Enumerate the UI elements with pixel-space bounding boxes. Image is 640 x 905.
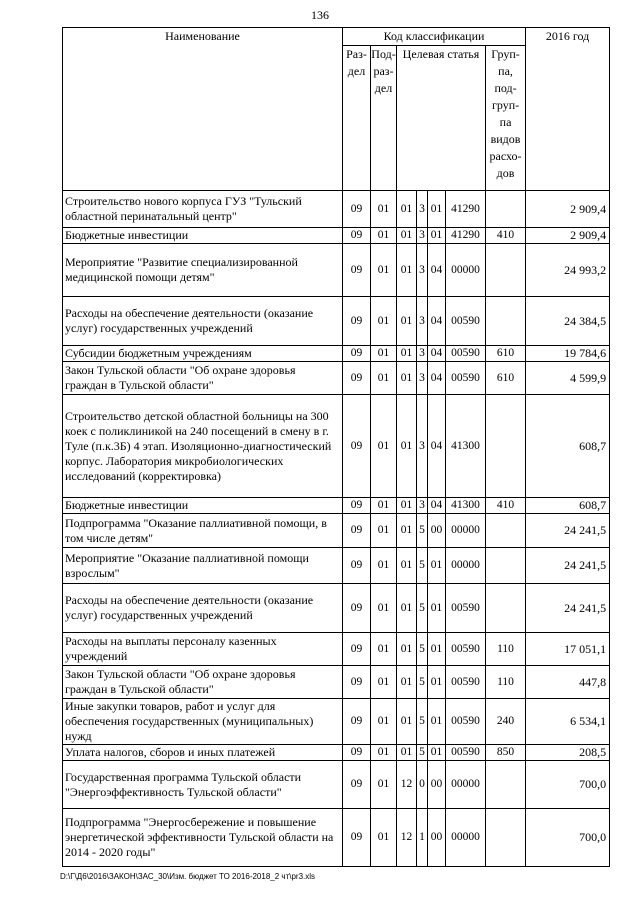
expense-group-cell xyxy=(486,584,526,633)
program-code-cell: 01 xyxy=(397,244,417,297)
subsection-code-cell: 01 xyxy=(371,548,397,584)
table-row xyxy=(63,297,610,346)
subprogram-code-cell: 3 xyxy=(417,362,428,395)
section-code-cell: 09 xyxy=(343,297,371,346)
header-expense-group: Груп- па, под- груп- па видов расхо- дов xyxy=(486,46,526,191)
activity-code-cell: 01 xyxy=(428,584,446,633)
row-name-cell: Иные закупки товаров, работ и услуг для обеспечения государственных (муниципальных) нужд xyxy=(63,699,343,745)
amount-cell: 24 241,5 xyxy=(526,584,610,633)
program-code-cell: 12 xyxy=(397,809,417,867)
subsection-code-cell: 01 xyxy=(371,191,397,228)
activity-code-cell: 00 xyxy=(428,514,446,548)
expense-group-cell: 610 xyxy=(486,346,526,362)
expense-group-cell xyxy=(486,809,526,867)
amount-cell: 4 599,9 xyxy=(526,362,610,395)
subprogram-code-cell: 5 xyxy=(417,699,428,745)
subsection-code-cell: 01 xyxy=(371,498,397,514)
section-code-cell: 09 xyxy=(343,244,371,297)
row-name-cell: Бюджетные инвестиции xyxy=(63,498,343,514)
table-row xyxy=(63,498,610,514)
program-code-cell: 01 xyxy=(397,191,417,228)
row-name-cell: Закон Тульской области "Об охране здоровья граждан в Тульской области" xyxy=(63,666,343,699)
expense-group-cell xyxy=(486,191,526,228)
section-code-cell: 09 xyxy=(343,809,371,867)
header-name: Наименование xyxy=(63,28,343,191)
section-code-cell: 09 xyxy=(343,548,371,584)
expense-group-cell xyxy=(486,548,526,584)
table-row xyxy=(63,244,610,297)
subsection-code-cell: 01 xyxy=(371,809,397,867)
direction-code-cell: 00000 xyxy=(446,548,486,584)
direction-code-cell: 00590 xyxy=(446,584,486,633)
header-subsection: Под- раз- дел xyxy=(371,46,397,191)
activity-code-cell: 00 xyxy=(428,761,446,809)
subsection-code-cell: 01 xyxy=(371,666,397,699)
expense-group-cell xyxy=(486,244,526,297)
program-code-cell: 01 xyxy=(397,584,417,633)
amount-cell: 19 784,6 xyxy=(526,346,610,362)
program-code-cell: 01 xyxy=(397,346,417,362)
expense-group-cell: 850 xyxy=(486,745,526,761)
direction-code-cell: 00000 xyxy=(446,514,486,548)
table-row xyxy=(63,666,610,699)
row-name-cell: Бюджетные инвестиции xyxy=(63,228,343,244)
expense-group-cell xyxy=(486,761,526,809)
table-row xyxy=(63,228,610,244)
amount-cell: 447,8 xyxy=(526,666,610,699)
expense-group-cell: 110 xyxy=(486,633,526,666)
direction-code-cell: 00590 xyxy=(446,362,486,395)
amount-cell: 24 241,5 xyxy=(526,514,610,548)
activity-code-cell: 01 xyxy=(428,228,446,244)
header-year: 2016 год xyxy=(526,28,610,191)
subprogram-code-cell: 3 xyxy=(417,297,428,346)
activity-code-cell: 00 xyxy=(428,809,446,867)
activity-code-cell: 04 xyxy=(428,346,446,362)
subprogram-code-cell: 5 xyxy=(417,584,428,633)
section-code-cell: 09 xyxy=(343,666,371,699)
amount-cell: 6 534,1 xyxy=(526,699,610,745)
subprogram-code-cell: 3 xyxy=(417,395,428,498)
activity-code-cell: 01 xyxy=(428,633,446,666)
subprogram-code-cell: 3 xyxy=(417,191,428,228)
file-path-footer: D:\Г\Д6\2016\ЗАКОН\ЗАС_30\Изм. бюджет ТО 2016-2018_2 чт\pr3.xls xyxy=(60,872,316,881)
amount-cell: 700,0 xyxy=(526,761,610,809)
direction-code-cell: 00000 xyxy=(446,761,486,809)
subprogram-code-cell: 0 xyxy=(417,761,428,809)
direction-code-cell: 41290 xyxy=(446,228,486,244)
activity-code-cell: 04 xyxy=(428,244,446,297)
subsection-code-cell: 01 xyxy=(371,514,397,548)
row-name-cell: Государственная программа Тульской области "Энергоэффективность Тульской области" xyxy=(63,761,343,809)
subprogram-code-cell: 5 xyxy=(417,666,428,699)
subprogram-code-cell: 5 xyxy=(417,514,428,548)
program-code-cell: 01 xyxy=(397,362,417,395)
direction-code-cell: 00590 xyxy=(446,297,486,346)
subprogram-code-cell: 3 xyxy=(417,346,428,362)
table-row xyxy=(63,346,610,362)
row-name-cell: Уплата налогов, сборов и иных платежей xyxy=(63,745,343,761)
program-code-cell: 12 xyxy=(397,761,417,809)
subprogram-code-cell: 5 xyxy=(417,548,428,584)
subsection-code-cell: 01 xyxy=(371,745,397,761)
section-code-cell: 09 xyxy=(343,395,371,498)
table-row xyxy=(63,745,610,761)
table-row xyxy=(63,191,610,228)
expense-group-cell: 110 xyxy=(486,666,526,699)
subsection-code-cell: 01 xyxy=(371,761,397,809)
row-name-cell: Субсидии бюджетным учреждениям xyxy=(63,346,343,362)
expense-group-cell xyxy=(486,297,526,346)
direction-code-cell: 41290 xyxy=(446,191,486,228)
direction-code-cell: 00590 xyxy=(446,699,486,745)
table-row xyxy=(63,761,610,809)
subsection-code-cell: 01 xyxy=(371,346,397,362)
subsection-code-cell: 01 xyxy=(371,584,397,633)
expense-group-cell xyxy=(486,395,526,498)
section-code-cell: 09 xyxy=(343,498,371,514)
direction-code-cell: 41300 xyxy=(446,395,486,498)
amount-cell: 24 241,5 xyxy=(526,548,610,584)
program-code-cell: 01 xyxy=(397,666,417,699)
row-name-cell: Закон Тульской области "Об охране здоровья граждан в Тульской области" xyxy=(63,362,343,395)
subsection-code-cell: 01 xyxy=(371,633,397,666)
row-name-cell: Мероприятие "Оказание паллиативной помощи взрослым" xyxy=(63,548,343,584)
program-code-cell: 01 xyxy=(397,514,417,548)
amount-cell: 700,0 xyxy=(526,809,610,867)
section-code-cell: 09 xyxy=(343,745,371,761)
subsection-code-cell: 01 xyxy=(371,362,397,395)
activity-code-cell: 04 xyxy=(428,362,446,395)
activity-code-cell: 04 xyxy=(428,297,446,346)
table-row xyxy=(63,809,610,867)
budget-table xyxy=(62,27,610,867)
header-section: Раз- дел xyxy=(343,46,371,191)
subprogram-code-cell: 5 xyxy=(417,745,428,761)
section-code-cell: 09 xyxy=(343,362,371,395)
subprogram-code-cell: 3 xyxy=(417,498,428,514)
expense-group-cell xyxy=(486,514,526,548)
activity-code-cell: 01 xyxy=(428,745,446,761)
activity-code-cell: 01 xyxy=(428,191,446,228)
expense-group-cell: 410 xyxy=(486,498,526,514)
page-number: 136 xyxy=(311,8,329,22)
row-name-cell: Подпрограмма "Энергосбережение и повышение энергетической эффективности Тульской области на 2014 - 2020 годы" xyxy=(63,809,343,867)
program-code-cell: 01 xyxy=(397,548,417,584)
subsection-code-cell: 01 xyxy=(371,395,397,498)
section-code-cell: 09 xyxy=(343,699,371,745)
subsection-code-cell: 01 xyxy=(371,228,397,244)
section-code-cell: 09 xyxy=(343,514,371,548)
table-row xyxy=(63,633,610,666)
section-code-cell: 09 xyxy=(343,761,371,809)
section-code-cell: 09 xyxy=(343,633,371,666)
expense-group-cell: 240 xyxy=(486,699,526,745)
direction-code-cell: 41300 xyxy=(446,498,486,514)
subsection-code-cell: 01 xyxy=(371,297,397,346)
subprogram-code-cell: 5 xyxy=(417,633,428,666)
row-name-cell: Мероприятие "Развитие специализированной медицинской помощи детям" xyxy=(63,244,343,297)
program-code-cell: 01 xyxy=(397,498,417,514)
subprogram-code-cell: 3 xyxy=(417,228,428,244)
amount-cell: 208,5 xyxy=(526,745,610,761)
section-code-cell: 09 xyxy=(343,346,371,362)
header-classification: Код классификации xyxy=(343,28,526,46)
section-code-cell: 09 xyxy=(343,191,371,228)
activity-code-cell: 01 xyxy=(428,548,446,584)
direction-code-cell: 00000 xyxy=(446,809,486,867)
table-row xyxy=(63,395,610,498)
amount-cell: 24 993,2 xyxy=(526,244,610,297)
activity-code-cell: 01 xyxy=(428,666,446,699)
activity-code-cell: 04 xyxy=(428,498,446,514)
table-row xyxy=(63,548,610,584)
table-row xyxy=(63,584,610,633)
amount-cell: 17 051,1 xyxy=(526,633,610,666)
table-row xyxy=(63,362,610,395)
row-name-cell: Строительство нового корпуса ГУЗ "Тульский областной перинатальный центр" xyxy=(63,191,343,228)
subprogram-code-cell: 1 xyxy=(417,809,428,867)
direction-code-cell: 00590 xyxy=(446,666,486,699)
direction-code-cell: 00590 xyxy=(446,745,486,761)
amount-cell: 608,7 xyxy=(526,498,610,514)
subsection-code-cell: 01 xyxy=(371,699,397,745)
row-name-cell: Расходы на выплаты персоналу казенных учреждений xyxy=(63,633,343,666)
program-code-cell: 01 xyxy=(397,297,417,346)
amount-cell: 608,7 xyxy=(526,395,610,498)
program-code-cell: 01 xyxy=(397,699,417,745)
direction-code-cell: 00000 xyxy=(446,244,486,297)
row-name-cell: Расходы на обеспечение деятельности (оказание услуг) государственных учреждений xyxy=(63,297,343,346)
activity-code-cell: 01 xyxy=(428,699,446,745)
section-code-cell: 09 xyxy=(343,228,371,244)
subprogram-code-cell: 3 xyxy=(417,244,428,297)
table-row xyxy=(63,514,610,548)
expense-group-cell: 410 xyxy=(486,228,526,244)
row-name-cell: Расходы на обеспечение деятельности (оказание услуг) государственных учреждений xyxy=(63,584,343,633)
direction-code-cell: 00590 xyxy=(446,346,486,362)
amount-cell: 2 909,4 xyxy=(526,191,610,228)
program-code-cell: 01 xyxy=(397,633,417,666)
program-code-cell: 01 xyxy=(397,228,417,244)
amount-cell: 24 384,5 xyxy=(526,297,610,346)
activity-code-cell: 04 xyxy=(428,395,446,498)
direction-code-cell: 00590 xyxy=(446,633,486,666)
program-code-cell: 01 xyxy=(397,745,417,761)
amount-cell: 2 909,4 xyxy=(526,228,610,244)
table-row xyxy=(63,699,610,745)
row-name-cell: Подпрограмма "Оказание паллиативной помощи, в том числе детям" xyxy=(63,514,343,548)
header-target-item: Целевая статья xyxy=(397,46,486,191)
row-name-cell: Строительство детской областной больницы на 300 коек с поликлиникой на 240 посещений в смену в г. Туле (п.к.3Б) 4 этап. Изоляционно-диагностический корпус. Лаборатория микробиологических исследований (корректировка) xyxy=(63,395,343,498)
subsection-code-cell: 01 xyxy=(371,244,397,297)
program-code-cell: 01 xyxy=(397,395,417,498)
expense-group-cell: 610 xyxy=(486,362,526,395)
section-code-cell: 09 xyxy=(343,584,371,633)
